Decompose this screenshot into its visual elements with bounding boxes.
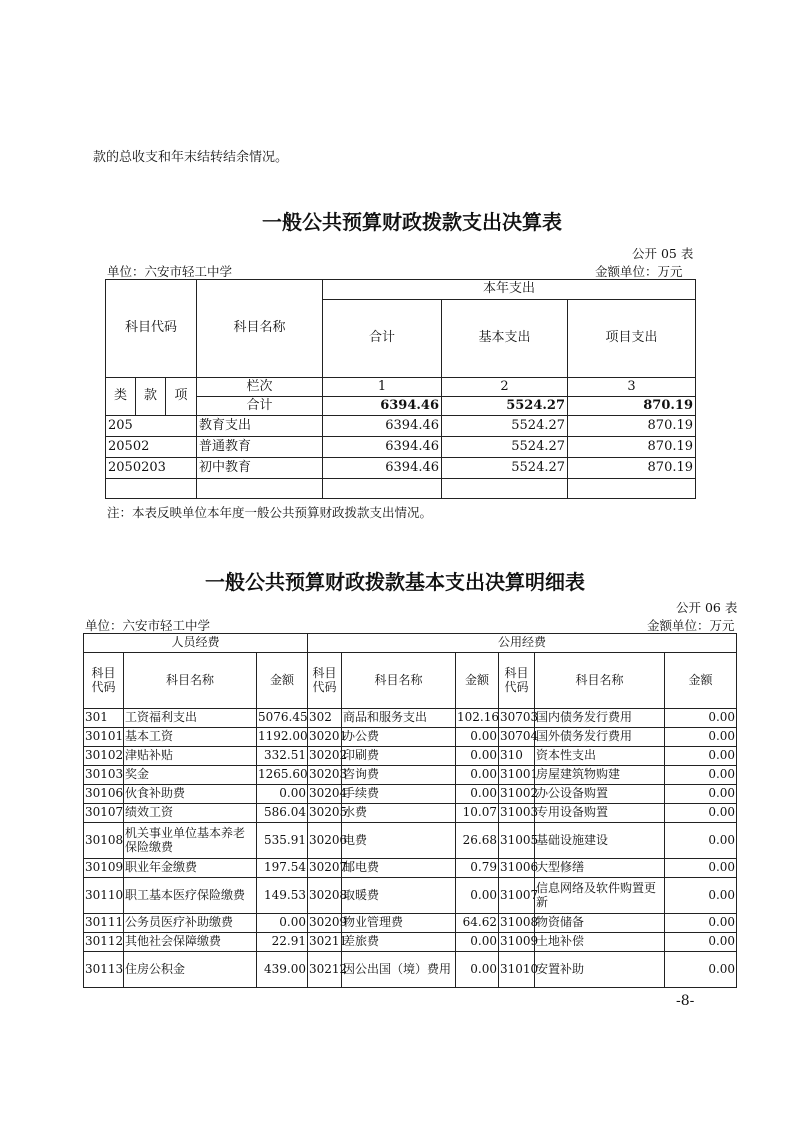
row-basic: 5524.27 (442, 416, 568, 437)
header-name-2: 科目名称 (342, 653, 456, 709)
row-name-personnel: 职业年金缴费 (124, 859, 257, 878)
table-row (84, 859, 737, 878)
row-amount-public: 64.62 (456, 914, 499, 933)
header-subject-code: 科目代码 (106, 280, 197, 378)
row-amount-public: 0.00 (456, 766, 499, 785)
row-amount-public: 0.79 (456, 859, 499, 878)
row-amount-capital: 0.00 (665, 933, 737, 952)
table2-code: 公开 06 表 (676, 600, 738, 615)
row-code-capital: 31008 (499, 914, 535, 933)
row-name-public: 邮电费 (342, 859, 456, 878)
header-project: 项目支出 (568, 300, 696, 378)
row-amount-personnel: 0.00 (257, 785, 308, 804)
row-name-personnel: 奖金 (124, 766, 257, 785)
row-code-public: 302 (308, 709, 342, 728)
table-row (84, 952, 737, 988)
row-amount-capital: 0.00 (665, 859, 737, 878)
row-code-public: 30212 (308, 952, 342, 988)
row-code-public: 30201 (308, 728, 342, 747)
row-name-personnel: 工资福利支出 (124, 709, 257, 728)
row-code-public: 30202 (308, 747, 342, 766)
row-name-public: 差旅费 (342, 933, 456, 952)
row-amount-capital: 0.00 (665, 747, 737, 766)
row-code-personnel: 30110 (84, 878, 124, 914)
row-name-personnel: 基本工资 (124, 728, 257, 747)
table-row (84, 914, 737, 933)
row-code-public: 30209 (308, 914, 342, 933)
row-amount-personnel: 586.04 (257, 804, 308, 823)
table-row (84, 878, 737, 914)
row-basic: 5524.27 (442, 458, 568, 479)
row-name-public: 电费 (342, 823, 456, 859)
header-basic: 基本支出 (442, 300, 568, 378)
col-no-2: 2 (442, 378, 568, 397)
row-name: 普通教育 (197, 437, 323, 458)
row-project: 870.19 (568, 437, 696, 458)
row-name-personnel: 公务员医疗补助缴费 (124, 914, 257, 933)
row-total: 6394.46 (323, 416, 442, 437)
row-amount-public: 10.07 (456, 804, 499, 823)
table-row (106, 458, 696, 479)
row-name-public: 取暖费 (342, 878, 456, 914)
header-current-year: 本年支出 (323, 280, 696, 300)
table2-amount-unit: 金额单位：万元 (647, 618, 735, 633)
row-name-personnel: 津贴补贴 (124, 747, 257, 766)
total-row-basic: 5524.27 (442, 397, 568, 416)
row-code-capital: 31001 (499, 766, 535, 785)
table-row (106, 416, 696, 437)
row-code-personnel: 30101 (84, 728, 124, 747)
row-name-public: 物业管理费 (342, 914, 456, 933)
row-name-capital: 国外债务发行费用 (535, 728, 665, 747)
col-no-3: 3 (568, 378, 696, 397)
row-name-personnel: 职工基本医疗保险缴费 (124, 878, 257, 914)
row-name-public: 因公出国（境）费用 (342, 952, 456, 988)
row-amount-capital: 0.00 (665, 766, 737, 785)
row-name-public: 办公费 (342, 728, 456, 747)
header-column-no: 栏次 (197, 378, 323, 397)
row-name-capital: 物资储备 (535, 914, 665, 933)
row-code-capital: 31002 (499, 785, 535, 804)
header-xiang: 项 (166, 378, 197, 416)
row-name-capital: 房屋建筑物购建 (535, 766, 665, 785)
row-amount-personnel: 22.91 (257, 933, 308, 952)
row-name-personnel: 其他社会保障缴费 (124, 933, 257, 952)
row-code-public: 30203 (308, 766, 342, 785)
intro-text: 款的总收支和年末结转结余情况。 (93, 150, 289, 165)
table2-unit-label: 单位：六安市轻工中学 (85, 618, 211, 633)
table-row (84, 747, 737, 766)
table-row (84, 728, 737, 747)
row-amount-capital: 0.00 (665, 709, 737, 728)
header-code-1: 科目 代码 (84, 653, 124, 709)
header-amount-1: 金额 (257, 653, 308, 709)
row-amount-public: 102.16 (456, 709, 499, 728)
row-code-capital: 31007 (499, 878, 535, 914)
table1-title: 一般公共预算财政拨款支出决算表 (262, 210, 562, 234)
header-amount-2: 金额 (456, 653, 499, 709)
row-name-capital: 安置补助 (535, 952, 665, 988)
row-code-public: 30206 (308, 823, 342, 859)
row-amount-personnel: 439.00 (257, 952, 308, 988)
row-name: 初中教育 (197, 458, 323, 479)
row-amount-personnel: 197.54 (257, 859, 308, 878)
row-amount-personnel: 149.53 (257, 878, 308, 914)
row-code-public: 30204 (308, 785, 342, 804)
row-name-capital: 土地补偿 (535, 933, 665, 952)
row-code-personnel: 30106 (84, 785, 124, 804)
row-name-capital: 资本性支出 (535, 747, 665, 766)
row-name: 教育支出 (197, 416, 323, 437)
header-name-1: 科目名称 (124, 653, 257, 709)
row-name-personnel: 绩效工资 (124, 804, 257, 823)
row-code-personnel: 30113 (84, 952, 124, 988)
row-code-personnel: 30108 (84, 823, 124, 859)
table-row (84, 709, 737, 728)
row-name-personnel: 机关事业单位基本养老保险缴费 (124, 823, 257, 859)
row-code-personnel: 30109 (84, 859, 124, 878)
row-code: 205 (106, 416, 197, 437)
row-code-personnel: 30107 (84, 804, 124, 823)
row-name-public: 印刷费 (342, 747, 456, 766)
row-total: 6394.46 (323, 437, 442, 458)
row-amount-public: 0.00 (456, 728, 499, 747)
row-amount-personnel: 1265.60 (257, 766, 308, 785)
row-name-capital: 基础设施建设 (535, 823, 665, 859)
row-code: 20502 (106, 437, 197, 458)
row-amount-capital: 0.00 (665, 823, 737, 859)
header-kuan: 款 (136, 378, 166, 416)
table-row-empty (106, 479, 696, 499)
table-row (84, 933, 737, 952)
row-amount-capital: 0.00 (665, 785, 737, 804)
row-name-personnel: 伙食补助费 (124, 785, 257, 804)
row-code-public: 30205 (308, 804, 342, 823)
row-amount-capital: 0.00 (665, 878, 737, 914)
row-amount-capital: 0.00 (665, 914, 737, 933)
row-project: 870.19 (568, 458, 696, 479)
table2 (83, 633, 737, 988)
table-row (84, 766, 737, 785)
row-code-capital: 310 (499, 747, 535, 766)
total-row-label: 合计 (197, 397, 323, 416)
table-row (84, 823, 737, 859)
row-amount-personnel: 332.51 (257, 747, 308, 766)
row-amount-personnel: 0.00 (257, 914, 308, 933)
row-amount-capital: 0.00 (665, 728, 737, 747)
col-no-1: 1 (323, 378, 442, 397)
row-amount-public: 0.00 (456, 747, 499, 766)
row-code-personnel: 30103 (84, 766, 124, 785)
row-name-capital: 专用设备购置 (535, 804, 665, 823)
row-name-public: 水费 (342, 804, 456, 823)
header-personnel: 人员经费 (84, 634, 308, 653)
row-name-public: 咨询费 (342, 766, 456, 785)
table1-code: 公开 05 表 (632, 246, 694, 261)
header-code-3: 科目 代码 (499, 653, 535, 709)
row-amount-personnel: 1192.00 (257, 728, 308, 747)
row-code-capital: 31009 (499, 933, 535, 952)
row-code-capital: 31006 (499, 859, 535, 878)
table2-title: 一般公共预算财政拨款基本支出决算明细表 (205, 570, 585, 594)
table1-amount-unit: 金额单位：万元 (595, 264, 683, 279)
row-code-personnel: 301 (84, 709, 124, 728)
header-total: 合计 (323, 300, 442, 378)
table1 (105, 279, 696, 499)
row-code-capital: 31003 (499, 804, 535, 823)
row-name-public: 手续费 (342, 785, 456, 804)
row-amount-public: 0.00 (456, 933, 499, 952)
header-public: 公用经费 (308, 634, 737, 653)
table-row (84, 804, 737, 823)
page-number: -8- (676, 993, 695, 1009)
row-code-public: 30208 (308, 878, 342, 914)
row-code-personnel: 30111 (84, 914, 124, 933)
row-amount-personnel: 5076.45 (257, 709, 308, 728)
row-name-capital: 信息网络及软件购置更新 (535, 878, 665, 914)
row-code-capital: 30703 (499, 709, 535, 728)
row-amount-public: 26.68 (456, 823, 499, 859)
table-row (84, 785, 737, 804)
row-code-capital: 31005 (499, 823, 535, 859)
row-code-public: 30207 (308, 859, 342, 878)
table-row (106, 437, 696, 458)
total-row-total: 6394.46 (323, 397, 442, 416)
row-total: 6394.46 (323, 458, 442, 479)
header-subject-name: 科目名称 (197, 280, 323, 378)
row-name-capital: 国内债务发行费用 (535, 709, 665, 728)
row-name-capital: 大型修缮 (535, 859, 665, 878)
header-amount-3: 金额 (665, 653, 737, 709)
row-basic: 5524.27 (442, 437, 568, 458)
header-lei: 类 (106, 378, 136, 416)
row-project: 870.19 (568, 416, 696, 437)
row-code-capital: 31010 (499, 952, 535, 988)
row-amount-capital: 0.00 (665, 804, 737, 823)
row-code-capital: 30704 (499, 728, 535, 747)
row-amount-public: 0.00 (456, 785, 499, 804)
row-amount-capital: 0.00 (665, 952, 737, 988)
table1-note: 注：本表反映单位本年度一般公共预算财政拨款支出情况。 (107, 505, 433, 520)
row-code-personnel: 30112 (84, 933, 124, 952)
row-name-capital: 办公设备购置 (535, 785, 665, 804)
row-code-personnel: 30102 (84, 747, 124, 766)
row-amount-personnel: 535.91 (257, 823, 308, 859)
row-name-personnel: 住房公积金 (124, 952, 257, 988)
header-name-3: 科目名称 (535, 653, 665, 709)
row-code-public: 30211 (308, 933, 342, 952)
row-name-public: 商品和服务支出 (342, 709, 456, 728)
row-amount-public: 0.00 (456, 952, 499, 988)
table1-unit-label: 单位：六安市轻工中学 (107, 264, 233, 279)
total-row-project: 870.19 (568, 397, 696, 416)
header-code-2: 科目 代码 (308, 653, 342, 709)
row-code: 2050203 (106, 458, 197, 479)
row-amount-public: 0.00 (456, 878, 499, 914)
